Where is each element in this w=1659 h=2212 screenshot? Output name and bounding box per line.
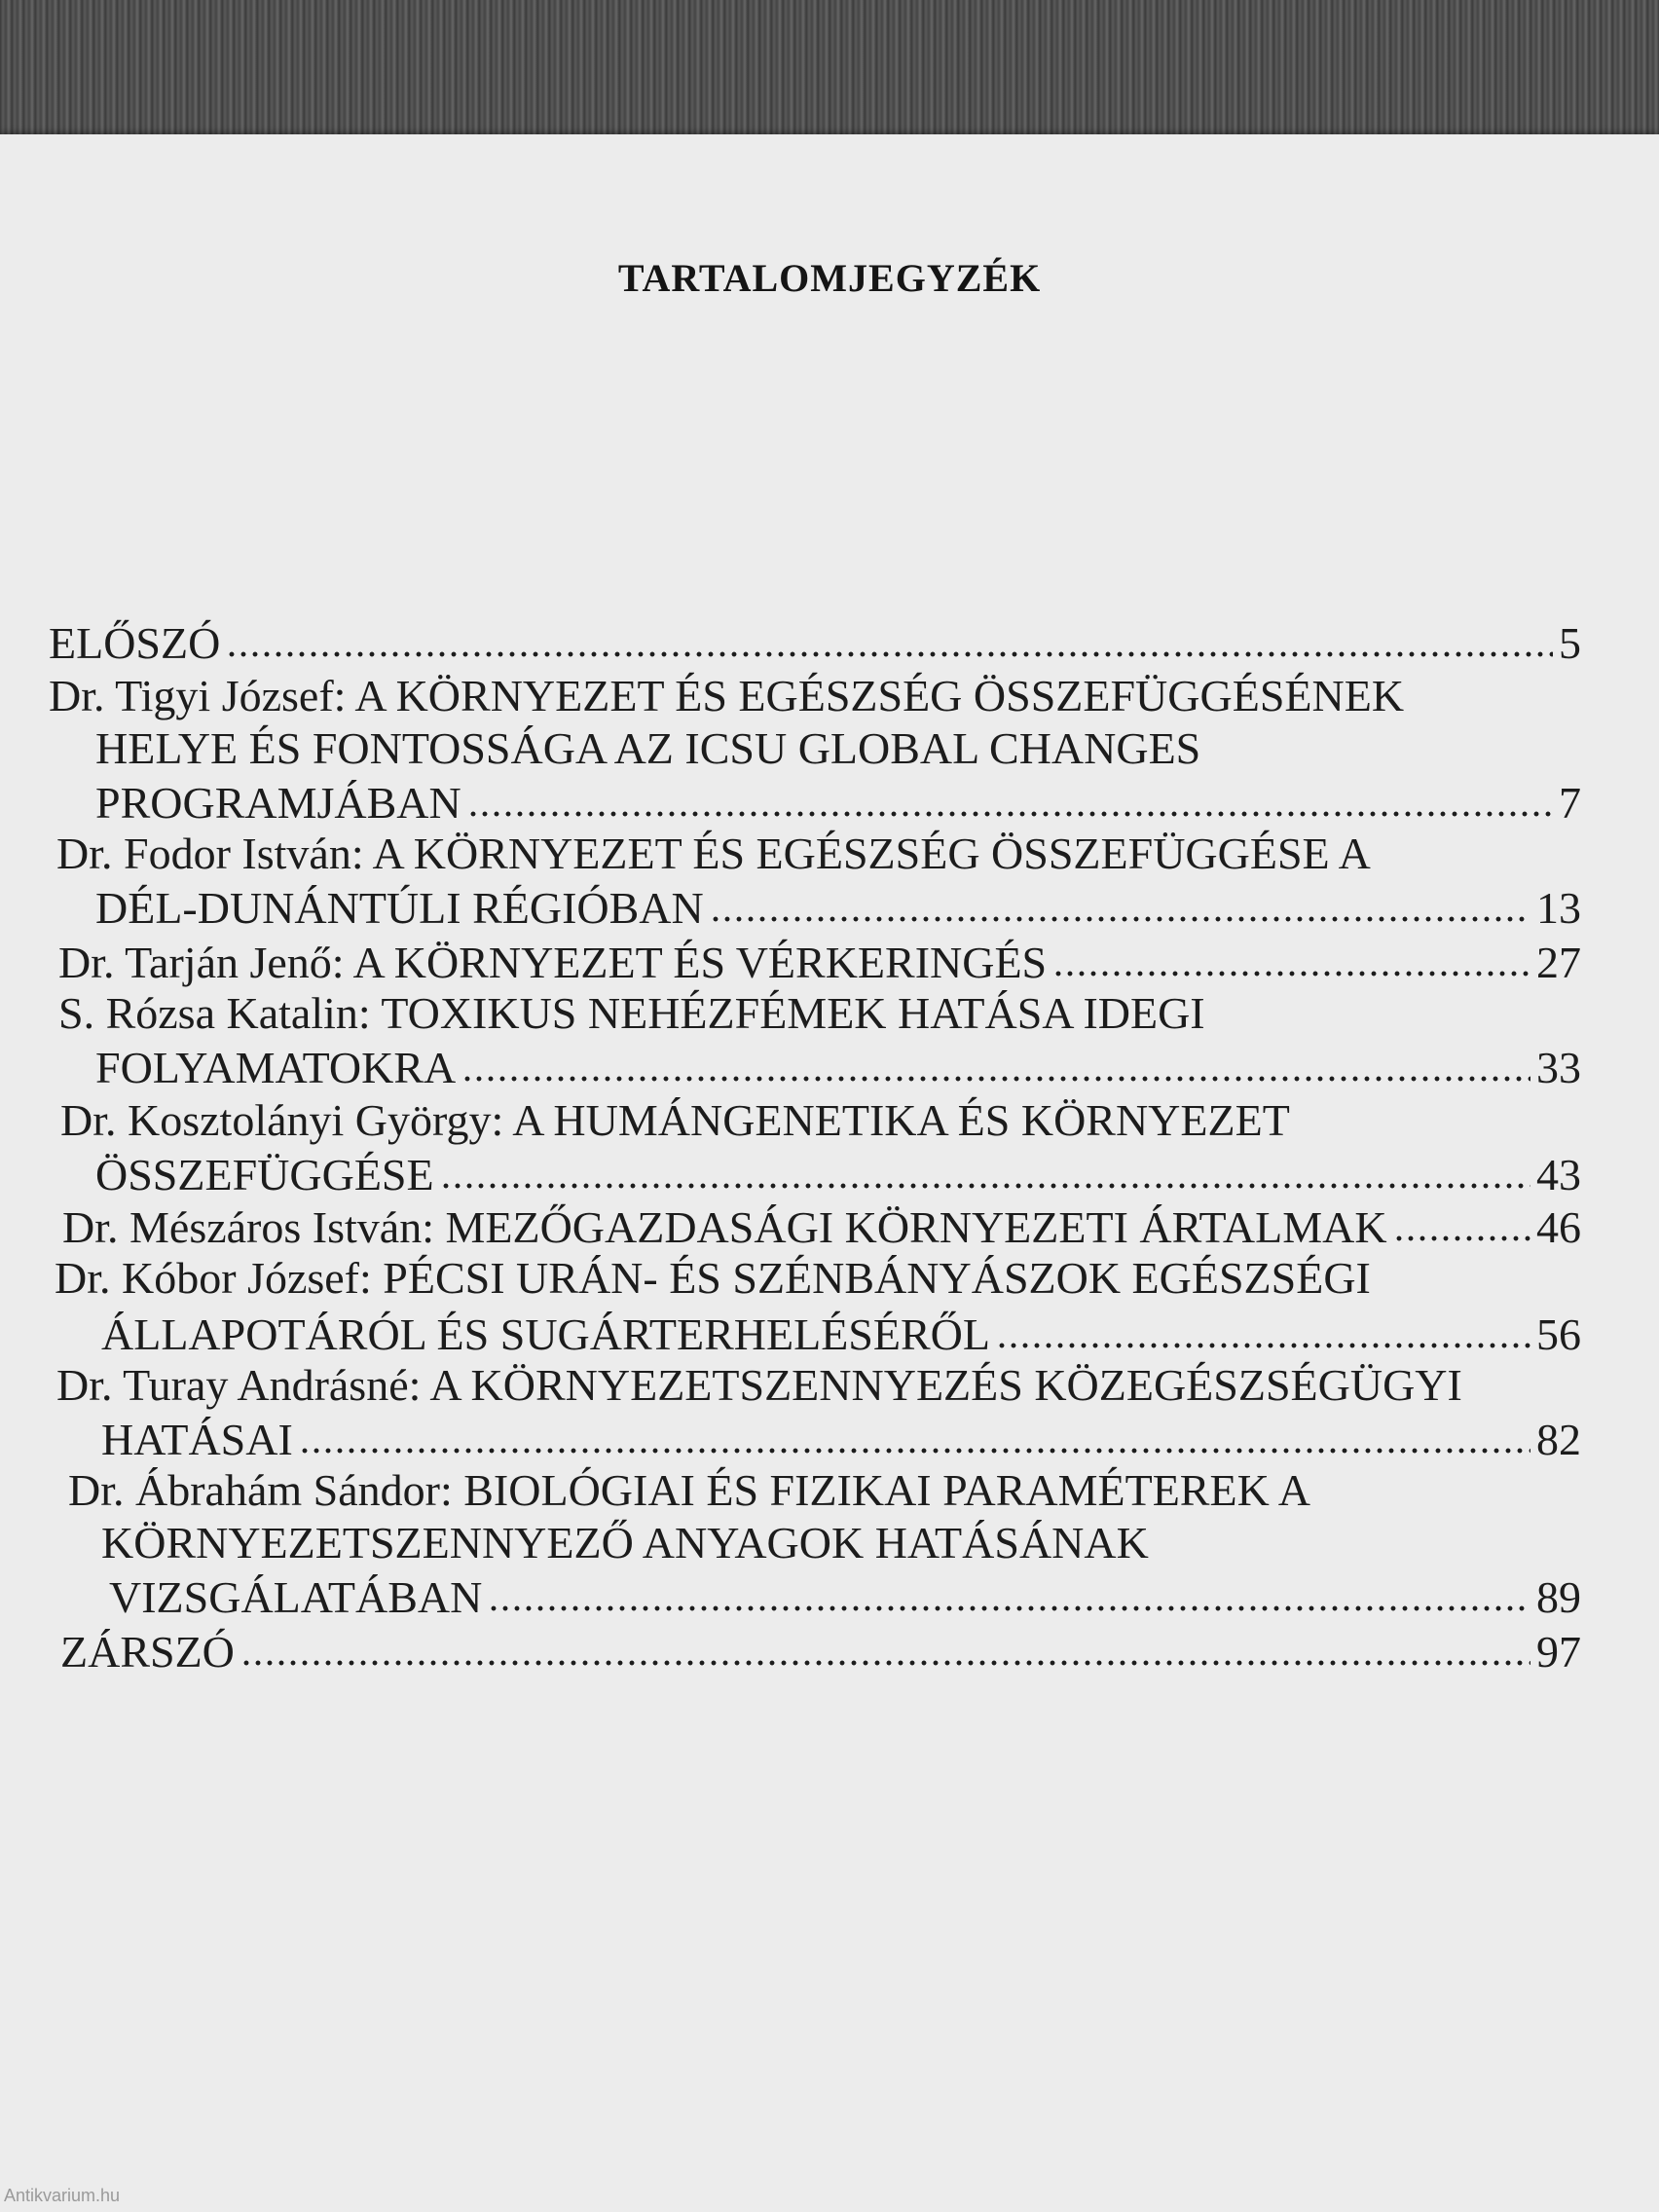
- toc-entry-text: ELŐSZÓ: [49, 618, 221, 668]
- toc-page-number: 7: [1559, 778, 1581, 828]
- toc-entry-line: [95, 722, 1200, 777]
- toc-entry-text: VIZSGÁLATÁBAN: [109, 1572, 483, 1622]
- leader-dots: [240, 1624, 1530, 1667]
- leader-dots: [461, 1040, 1530, 1083]
- toc-page-number: 33: [1536, 1043, 1581, 1092]
- toc-entry-text: DÉL-DUNÁNTÚLI RÉGIÓBAN: [95, 883, 704, 933]
- toc-entry-text: Dr. Tigyi József: A KÖRNYEZET ÉS EGÉSZSÉG ÖSSZEFÜGGÉSÉNEK: [49, 671, 1405, 720]
- toc-entry-text: Dr. Tarján Jenő: A KÖRNYEZET ÉS VÉRKERINGÉS: [58, 938, 1048, 987]
- toc-page-number: 43: [1536, 1150, 1581, 1199]
- leader-dots: [710, 880, 1530, 923]
- toc-entry-line: [95, 1147, 1581, 1201]
- toc-entry-text: Dr. Kosztolányi György: A HUMÁNGENETIKA ÉS KÖRNYEZET: [60, 1095, 1290, 1145]
- toc-entry-line: [58, 935, 1581, 989]
- toc-entry-text: HATÁSAI: [101, 1415, 293, 1464]
- toc-page-number: 82: [1536, 1415, 1581, 1464]
- toc-page-number: 13: [1536, 883, 1581, 933]
- leader-dots: [226, 615, 1553, 658]
- toc-entry-line: [56, 828, 1371, 882]
- toc-entry-text: S. Rózsa Katalin: TOXIKUS NEHÉZFÉMEK HATÁSA IDEGI: [58, 988, 1205, 1038]
- page-title: TARTALOMJEGYZÉK: [617, 256, 1042, 300]
- toc-entry-text: Dr. Turay Andrásné: A KÖRNYEZETSZENNYEZÉS KÖZEGÉSZSÉGÜGYI: [56, 1360, 1462, 1410]
- toc-entry-line: [101, 1517, 1149, 1571]
- leader-dots: [467, 775, 1553, 818]
- toc-entry-line: [95, 880, 1581, 935]
- toc-entry-line: [68, 1464, 1310, 1519]
- toc-entry-text: Dr. Kóbor József: PÉCSI URÁN- ÉS SZÉNBÁNYÁSZOK EGÉSZSÉGI: [55, 1253, 1371, 1303]
- toc-entry-line: [101, 1412, 1581, 1466]
- toc-entry-line: [101, 1307, 1581, 1361]
- toc-entry-text: Dr. Mészáros István: MEZŐGAZDASÁGI KÖRNYEZETI ÁRTALMAK: [62, 1202, 1387, 1252]
- toc-page-number: 97: [1536, 1627, 1581, 1677]
- toc-entry-text: Dr. Ábrahám Sándor: BIOLÓGIAI ÉS FIZIKAI PARAMÉTEREK A: [68, 1465, 1310, 1515]
- toc-entry-text: FOLYAMATOKRA: [95, 1043, 457, 1092]
- toc-entry-text: HELYE ÉS FONTOSSÁGA AZ ICSU GLOBAL CHANGES: [95, 723, 1201, 773]
- toc-entry-line: [60, 1094, 1290, 1149]
- leader-dots: [440, 1147, 1530, 1190]
- toc-entry-text: PROGRAMJÁBAN: [95, 778, 461, 828]
- leader-dots: [1052, 935, 1530, 977]
- toc-entry-line: [95, 775, 1581, 830]
- toc-page-number: 27: [1536, 938, 1581, 987]
- leader-dots: [996, 1307, 1530, 1349]
- toc-entry-text: ÁLLAPOTÁRÓL ÉS SUGÁRTERHELÉSÉRŐL: [101, 1309, 990, 1359]
- toc-entry-line: [55, 1252, 1371, 1307]
- toc-entry-line: [49, 615, 1581, 670]
- leader-dots: [488, 1569, 1530, 1612]
- watermark: Antikvarium.hu: [4, 2186, 121, 2205]
- toc-entry-text: ÖSSZEFÜGGÉSE: [95, 1150, 434, 1199]
- toc-entry-line: [58, 987, 1205, 1042]
- toc-entry-line: [56, 1359, 1462, 1414]
- toc-page-number: 56: [1536, 1309, 1581, 1359]
- toc-page-number: 46: [1536, 1202, 1581, 1252]
- table-backdrop: [0, 0, 1659, 146]
- toc-entry-text: KÖRNYEZETSZENNYEZŐ ANYAGOK HATÁSÁNAK: [101, 1518, 1149, 1567]
- toc-entry-text: Dr. Fodor István: A KÖRNYEZET ÉS EGÉSZSÉG ÖSSZEFÜGGÉSE A: [56, 829, 1371, 878]
- leader-dots: [299, 1412, 1530, 1455]
- leader-dots: [1393, 1199, 1530, 1242]
- toc-page-number: 89: [1536, 1572, 1581, 1622]
- toc-entry-line: [62, 1199, 1581, 1254]
- toc-entry-line: [109, 1569, 1581, 1624]
- toc-entry-line: [60, 1624, 1581, 1678]
- toc-entry-text: ZÁRSZÓ: [60, 1627, 235, 1677]
- toc-page-number: 5: [1559, 618, 1581, 668]
- toc-entry-line: [95, 1040, 1581, 1094]
- toc-entry-line: [49, 670, 1404, 724]
